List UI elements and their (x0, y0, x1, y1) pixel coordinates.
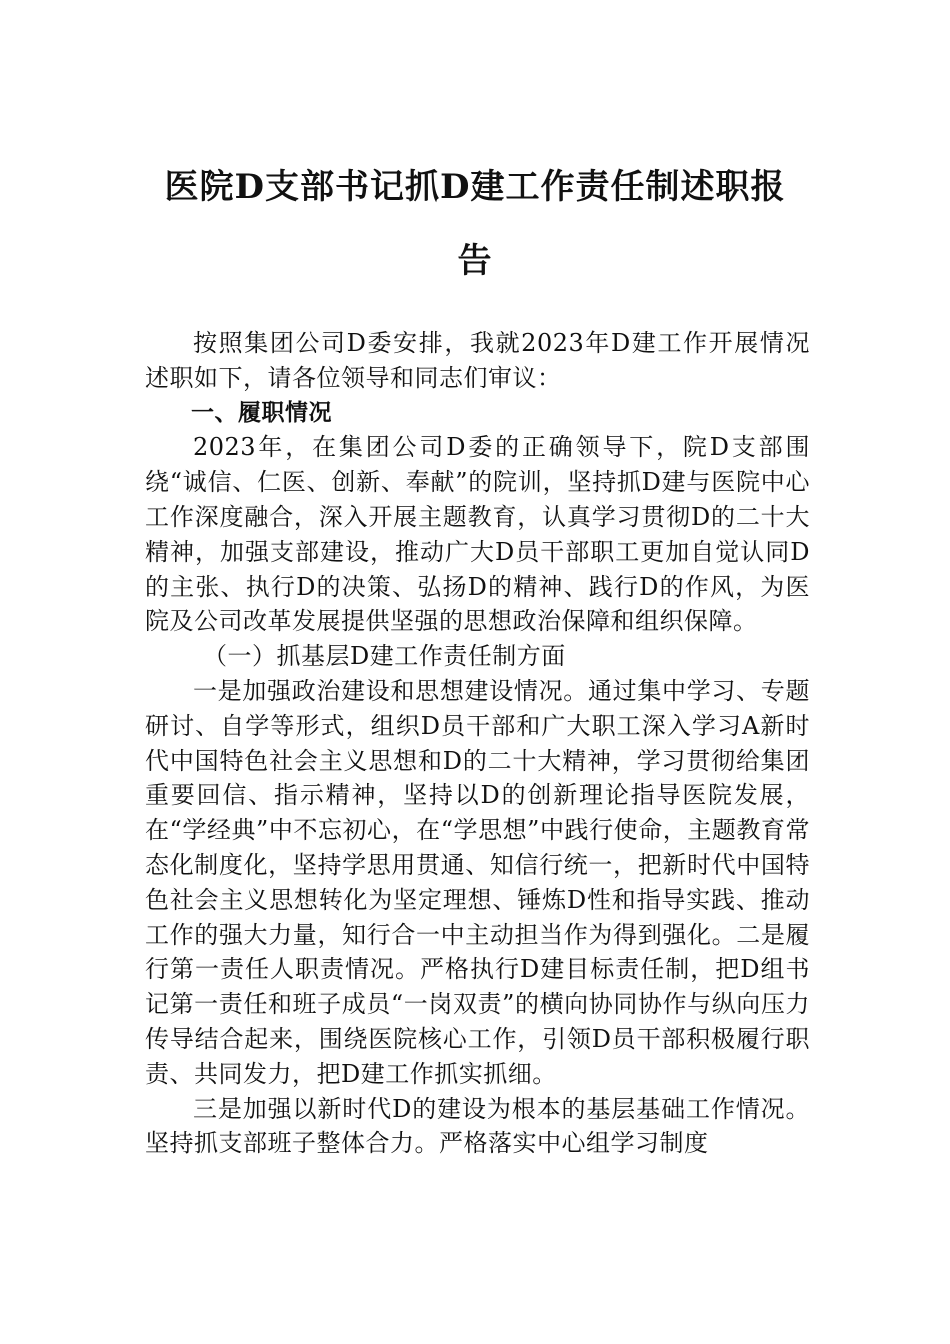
title-line-2: 告 (457, 241, 493, 281)
body-paragraph: 三是加强以新时代D的建设为根本的基层基础工作情况。坚持抓支部班子整体合力。严格落实中心组学习制度 (145, 1094, 810, 1158)
subsection-heading: （一）抓基层D建工作责任制方面 (203, 642, 566, 671)
body-paragraph: 一是加强政治建设和思想建设情况。通过集中学习、专题研讨、自学等形式，组织D员干部和广大职工深入学习A新时代中国特色社会主义思想和D的二十大精神，学习贯彻给集团重要回信、指示精神，坚持以D的创新理论指导医院发展，在“学经典”中不忘初心，在“学思想”中践行使命，主题教育常态化制度化，坚持学思用贯通、知信行统一，把新时代中国特色社会主义思想转化为坚定理想、锤炼D性和指导实践、推动工作的强大力量，知行合一中主动担当作为得到强化。二是履行第一责任人职责情况。严格执行D建目标责任制，把D组书记第一责任和班子成员“一岗双责”的横向协同协作与纵向压力传导结合起来，围绕医院核心工作，引领D员干部积极履行职责、共同发力，把D建工作抓实抓细。 (145, 676, 810, 1088)
document-title (130, 150, 820, 298)
section-heading: 一、履职情况 (191, 399, 332, 426)
body-paragraph: 2023年，在集团公司D委的正确领导下，院D支部围绕“诚信、仁医、创新、奉献”的院训，坚持抓D建与医院中心工作深度融合，深入开展主题教育，认真学习贯彻D的二十大精神，加强支部建设，推动广大D员干部职工更加自觉认同D的主张、执行D的决策、弘扬D的精神、践行D的作风，为医院及公司改革发展提供坚强的思想政治保障和组织保障。 (145, 433, 810, 636)
intro-paragraph: 按照集团公司D委安排，我就2023年D建工作开展情况述职如下，请各位领导和同志们审议： (145, 329, 810, 392)
document-body (145, 326, 810, 1161)
title-line-1: 医院D支部书记抓D建工作责任制述职报 (164, 167, 786, 207)
